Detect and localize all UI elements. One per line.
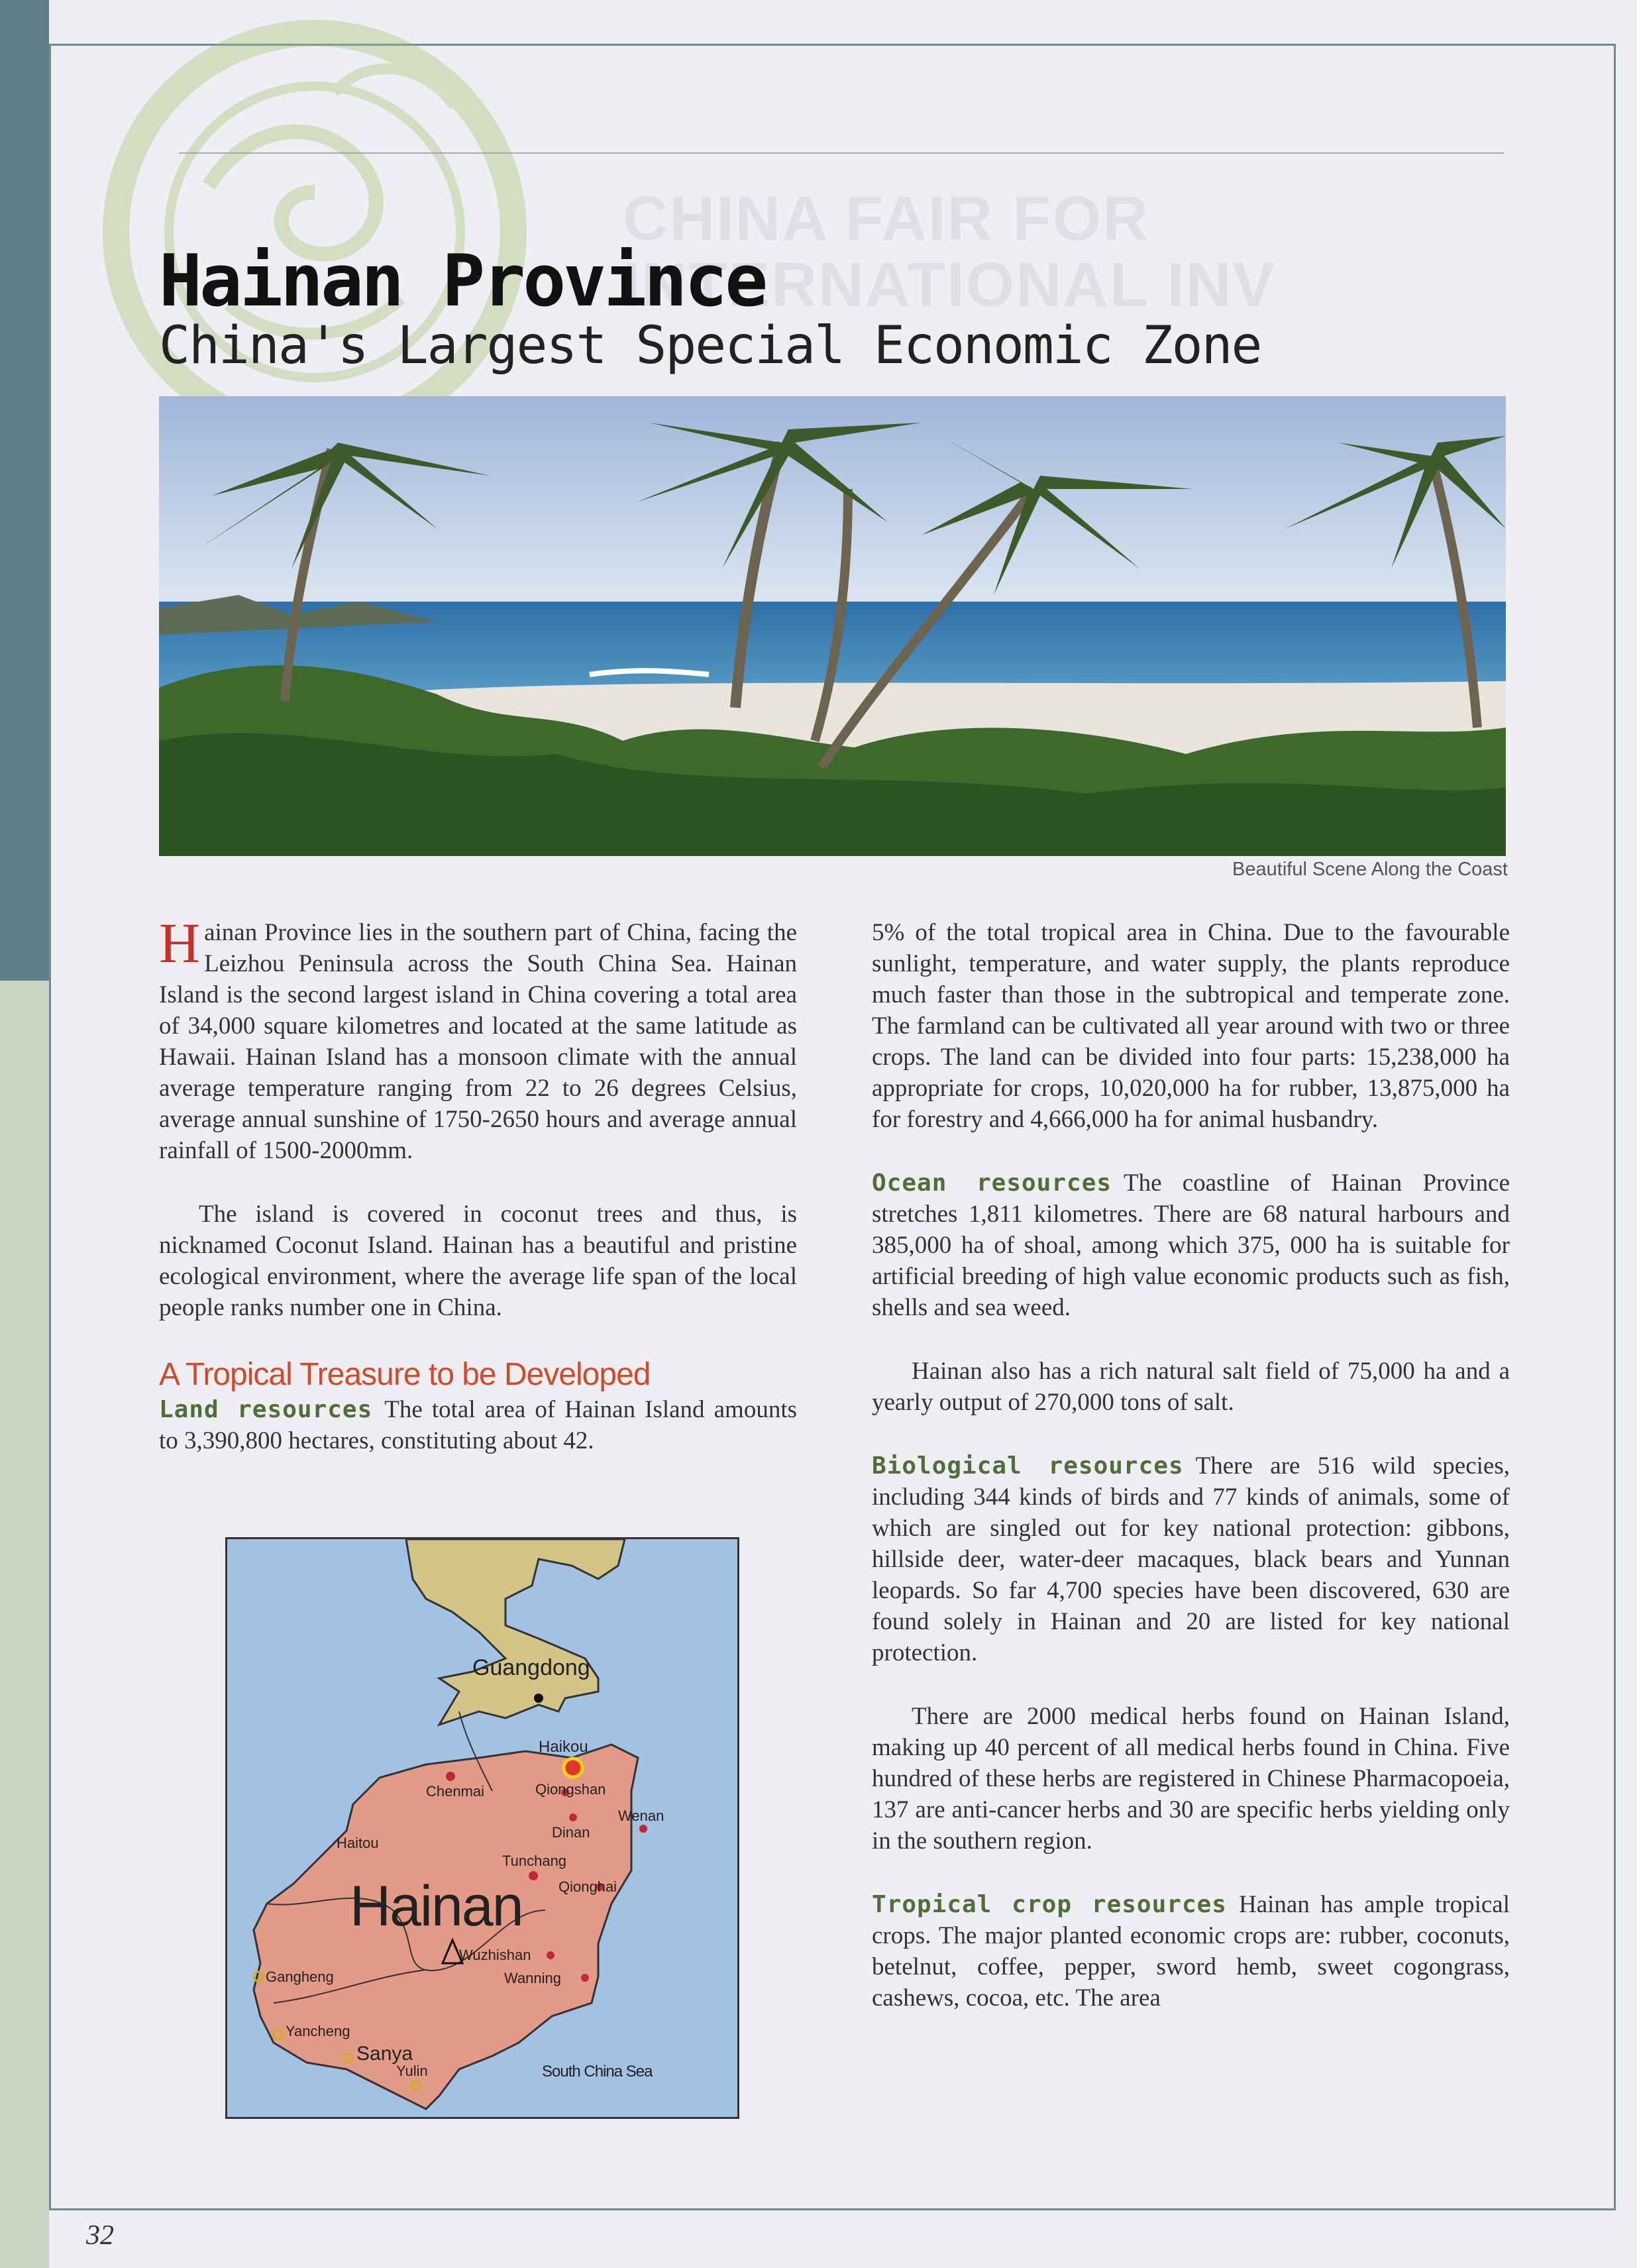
land-resources-paragraph bbox=[159, 1394, 797, 1456]
tropical-crop-label: Tropical crop resources bbox=[872, 1891, 1227, 1918]
map-label-gangheng: Gangheng bbox=[266, 1969, 334, 1985]
tunchang-dot bbox=[529, 1871, 538, 1880]
map-label-wanning: Wanning bbox=[504, 1970, 562, 1986]
map-label-haitou: Haitou bbox=[337, 1835, 379, 1851]
ghost-line-1: CHINA FAIR FOR bbox=[623, 184, 1150, 254]
biological-resources-label: Biological resources bbox=[872, 1452, 1184, 1480]
map-label-wenan: Wenan bbox=[618, 1808, 664, 1824]
tropical-crop-text: Hainan has ample tropical crops. The major planted economic crops are: rubber, coconuts, betelnut, coffee, pepper, sword hemb, sweet cogongrass, cashews, cocoa, etc. The area bbox=[872, 1891, 1510, 2012]
farmland-paragraph: 5% of the total tropical area in China. Due to the favourable sunlight, temperature, and water supply, the plants reproduce much faster than those in the subtropical and temperate zone. The farmland can be cultivated all year around with two or three crops. The land can be divided into four parts: 15,238,000 ha appropriate for crops, 10,020,000 ha for rubber, 13,875,000 ha for forestry and 4,666,000 ha for animal husbandry. bbox=[872, 919, 1510, 1133]
map-label-hainan: Hainan bbox=[350, 1874, 523, 1938]
land-resources-label: Land resources bbox=[159, 1396, 373, 1423]
map-label-yulin: Yulin bbox=[396, 2063, 428, 2079]
wanning-dot bbox=[581, 1974, 589, 1982]
page-spine-strip-lower bbox=[0, 981, 49, 2268]
intro-paragraph bbox=[159, 911, 797, 1166]
map-label-guangdong: Guangdong bbox=[472, 1655, 590, 1680]
biological-resources-text: There are 516 wild species, including 344 kinds of birds and 77 kinds of animals, some of which are singled out for key national protection: gibbons, hillside deer, water-deer macaques, black bears and Yunnan leopards. So far 4,700 species have been discovered, 630 are found solely in Hainan and 20 are listed for key national protection. bbox=[872, 1452, 1510, 1666]
hainan-map bbox=[225, 1537, 739, 2119]
biological-resources-paragraph bbox=[872, 1450, 1510, 1668]
photo-caption: Beautiful Scene Along the Coast bbox=[1232, 859, 1508, 880]
left-column bbox=[159, 911, 798, 1489]
land-resources-text: The total area of Hainan Island amounts to 3,390,800 hectares, constituting about 42. bbox=[159, 1396, 798, 1454]
guangdong-land bbox=[406, 1539, 625, 1725]
ocean-resources-label: Ocean resources bbox=[872, 1169, 1112, 1197]
map-label-qiongshan: Qiongshan bbox=[535, 1781, 606, 1798]
tropical-crop-paragraph bbox=[872, 1889, 1510, 2014]
drop-cap: H bbox=[159, 911, 201, 975]
herbs-paragraph: There are 2000 medical herbs found on Hainan Island, making up 40 percent of all medical herbs found in China. Five hundred of these herbs are registered in Chinese Pharmacopoeia, 137 are anti-cancer herbs and 30 are specific herbs yielding only in the southern region. bbox=[872, 1703, 1510, 1855]
intro-text: ainan Province lies in the southern part of China, facing the Leizhou Peninsula across the South China Sea. Hainan Island is the second largest island in China covering a total area of 34,000 square kilometres and located at the same latitude as Hawaii. Hainan Island has a monsoon climate with the annual average temperature ranging from 22 to 26 degrees Celsius, average annual sunshine of 1750-2650 hours and average annual rainfall of 1500-2000mm. bbox=[159, 919, 797, 1164]
map-label-yancheng: Yancheng bbox=[286, 2023, 350, 2039]
salt-paragraph: Hainan also has a rich natural salt field of 75,000 ha and a yearly output of 270,000 tons of salt. bbox=[872, 1358, 1510, 1416]
page-subtitle: China's Largest Special Economic Zone bbox=[159, 316, 1261, 376]
ocean-resources-text: The coastline of Hainan Province stretches 1,811 kilometres. There are 68 natural harbours and 385,000 ha of shoal, among which 375, 000 ha is suitable for artificial breeding of high value economic products such as fish, shells and sea weed. bbox=[872, 1169, 1510, 1321]
coast-photo bbox=[159, 396, 1506, 856]
ocean-resources-paragraph bbox=[872, 1167, 1510, 1323]
page-spine-strip bbox=[0, 0, 49, 981]
page-title: Hainan Province bbox=[159, 240, 766, 323]
map-label-chenmai: Chenmai bbox=[426, 1783, 485, 1800]
map-label-haikou: Haikou bbox=[539, 1738, 588, 1756]
haikou-capital-marker bbox=[564, 1758, 582, 1777]
map-label-sanya: Sanya bbox=[356, 2043, 413, 2065]
wuzhishan-dot bbox=[547, 1951, 554, 1959]
coconut-paragraph: The island is covered in coconut trees and thus, is nicknamed Coconut Island. Hainan has a beautiful and pristine ecological environment, where the average life span of the local people ranks number one in China. bbox=[159, 1201, 797, 1321]
header-rule bbox=[179, 152, 1504, 154]
map-label-tunchang: Tunchang bbox=[502, 1853, 567, 1869]
ghost-line-2: INTERNATIONAL INV bbox=[623, 250, 1276, 320]
map-label-dinan: Dinan bbox=[552, 1824, 590, 1841]
map-label-south-china-sea: South China Sea bbox=[542, 2063, 653, 2080]
section-title: A Tropical Treasure to be Developed bbox=[159, 1357, 651, 1392]
wenan-dot bbox=[639, 1825, 647, 1833]
page-number: 32 bbox=[86, 2220, 114, 2251]
chenmai-dot bbox=[446, 1772, 455, 1781]
dinan-dot bbox=[569, 1813, 577, 1821]
map-label-qionghai: Qionghai bbox=[558, 1878, 617, 1895]
map-label-wuzhishan: Wuzhishan bbox=[459, 1947, 531, 1963]
right-column bbox=[872, 917, 1510, 2046]
guangzhou-dot bbox=[534, 1694, 543, 1703]
